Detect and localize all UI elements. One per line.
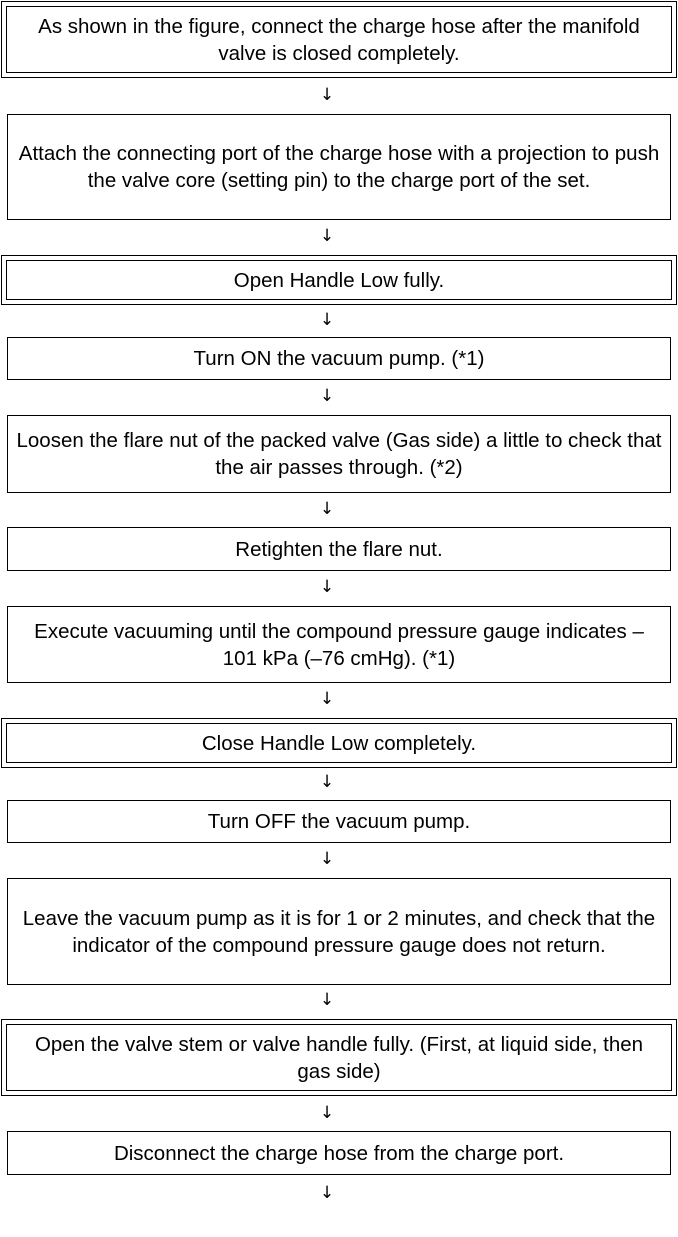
flow-step-label: As shown in the figure, connect the charge hose after the manifold valve is closed completely. [38,14,640,65]
flow-step-label: Retighten the flare nut. [235,537,443,561]
down-arrow-icon: ↓ [319,772,335,792]
flow-step-label: Execute vacuuming until the compound pressure gauge indicates –101 kPa (–76 cmHg). (*1) [34,619,644,670]
flow-step-retighten-flare-nut [7,527,671,571]
down-arrow-icon: ↓ [319,689,335,709]
flow-step-turn-off-vacuum-pump [7,800,671,843]
flow-step-disconnect-charge-hose [7,1131,671,1175]
down-arrow-icon: ↓ [319,226,335,246]
flow-step-label: Attach the connecting port of the charge hose with a projection to push the valve core (setting pin) to the charge port of the set. [18,142,660,192]
flow-step-label: Turn ON the vacuum pump. (*1) [193,347,485,370]
flow-step-open-handle-low [1,255,677,305]
down-arrow-icon: ↓ [319,386,335,406]
down-arrow-icon: ↓ [319,577,335,597]
flow-step-label: Turn OFF the vacuum pump. [207,810,471,833]
down-arrow-icon: ↓ [319,85,335,105]
flow-step-open-valve-stem [1,1019,677,1096]
flow-step-label: Close Handle Low completely. [201,731,477,755]
flow-step-label: Disconnect the charge hose from the charge port. [113,1141,565,1165]
flow-step-label: Open the valve stem or valve handle fully. (First, at liquid side, then gas side) [34,1032,644,1083]
down-arrow-icon: ↓ [319,499,335,519]
flow-step-connect-charge-hose [1,1,677,78]
down-arrow-icon: ↓ [319,1103,335,1123]
flow-step-turn-on-vacuum-pump [7,337,671,380]
flow-step-execute-vacuuming [7,606,671,683]
flow-step-attach-connecting-port [7,114,671,220]
down-arrow-icon: ↓ [319,1183,335,1203]
flow-step-label: Open Handle Low fully. [233,268,445,292]
flow-step-loosen-flare-nut [7,415,671,493]
flow-step-close-handle-low [1,718,677,768]
down-arrow-icon: ↓ [319,849,335,869]
down-arrow-icon: ↓ [319,310,335,330]
flow-step-label: Loosen the flare nut of the packed valve (Gas side) a little to check that the air passes through. (*2) [16,429,662,479]
flow-step-leave-vacuum-pump [7,878,671,985]
down-arrow-icon: ↓ [319,990,335,1010]
flow-step-label: Leave the vacuum pump as it is for 1 or 2 minutes, and check that the indicator of the compound pressure gauge does not return. [22,906,656,957]
